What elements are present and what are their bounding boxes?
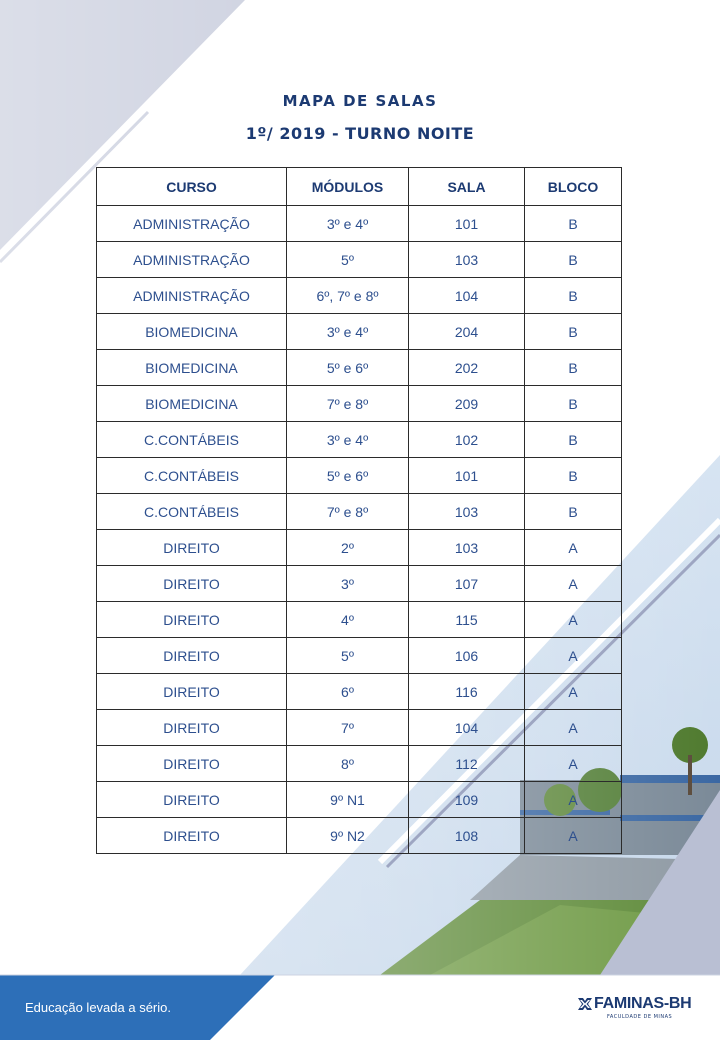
page-subtitle: 1º/ 2019 - TURNO NOITE xyxy=(245,124,475,143)
cell-modulos: 8º xyxy=(287,746,409,782)
cell-curso: DIREITO xyxy=(97,782,287,818)
cell-curso: DIREITO xyxy=(97,566,287,602)
table-row xyxy=(97,710,622,746)
cell-curso: C.CONTÁBEIS xyxy=(97,494,287,530)
cell-modulos: 7º e 8º xyxy=(287,386,409,422)
cell-bloco: B xyxy=(525,278,622,314)
page-title: MAPA DE SALAS xyxy=(282,92,438,110)
cell-curso: DIREITO xyxy=(97,602,287,638)
cell-curso: ADMINISTRAÇÃO xyxy=(97,278,287,314)
cell-curso: BIOMEDICINA xyxy=(97,350,287,386)
table-row xyxy=(97,422,622,458)
table-row xyxy=(97,782,622,818)
logo-mark-icon xyxy=(577,996,593,1012)
cell-curso: DIREITO xyxy=(97,818,287,854)
cell-curso: DIREITO xyxy=(97,710,287,746)
cell-bloco: A xyxy=(525,602,622,638)
column-header-sala: SALA xyxy=(409,168,525,206)
cell-curso: DIREITO xyxy=(97,746,287,782)
cell-curso: ADMINISTRAÇÃO xyxy=(97,206,287,242)
logo-subtitle: FACULDADE DE MINAS xyxy=(607,1014,673,1020)
cell-bloco: A xyxy=(525,818,622,854)
table-row xyxy=(97,206,622,242)
footer-slogan: Educação levada a sério. xyxy=(25,1000,171,1015)
cell-bloco: A xyxy=(525,530,622,566)
column-header-curso: CURSO xyxy=(97,168,287,206)
cell-bloco: A xyxy=(525,638,622,674)
cell-bloco: B xyxy=(525,494,622,530)
table-row xyxy=(97,638,622,674)
cell-curso: BIOMEDICINA xyxy=(97,314,287,350)
cell-sala: 103 xyxy=(409,242,525,278)
cell-curso: ADMINISTRAÇÃO xyxy=(97,242,287,278)
cell-sala: 104 xyxy=(409,710,525,746)
cell-sala: 101 xyxy=(409,458,525,494)
cell-bloco: A xyxy=(525,566,622,602)
cell-sala: 109 xyxy=(409,782,525,818)
cell-modulos: 5º xyxy=(287,242,409,278)
cell-curso: BIOMEDICINA xyxy=(97,386,287,422)
cell-curso: C.CONTÁBEIS xyxy=(97,458,287,494)
cell-sala: 107 xyxy=(409,566,525,602)
cell-sala: 102 xyxy=(409,422,525,458)
faminas-logo xyxy=(577,995,692,1019)
cell-modulos: 3º e 4º xyxy=(287,422,409,458)
cell-bloco: A xyxy=(525,710,622,746)
table-row xyxy=(97,242,622,278)
column-header-bloco: BLOCO xyxy=(525,168,622,206)
cell-modulos: 5º e 6º xyxy=(287,458,409,494)
table-row xyxy=(97,314,622,350)
table-row xyxy=(97,566,622,602)
cell-modulos: 7º xyxy=(287,710,409,746)
cell-bloco: A xyxy=(525,782,622,818)
cell-sala: 115 xyxy=(409,602,525,638)
cell-sala: 103 xyxy=(409,530,525,566)
cell-curso: DIREITO xyxy=(97,674,287,710)
table-row xyxy=(97,674,622,710)
cell-curso: DIREITO xyxy=(97,530,287,566)
table-row xyxy=(97,386,622,422)
logo-name: FAMINAS-BH xyxy=(594,995,692,1012)
cell-modulos: 9º N1 xyxy=(287,782,409,818)
cell-bloco: B xyxy=(525,422,622,458)
cell-sala: 101 xyxy=(409,206,525,242)
table-row xyxy=(97,458,622,494)
cell-bloco: B xyxy=(525,350,622,386)
column-header-modulos: MÓDULOS xyxy=(287,168,409,206)
cell-sala: 108 xyxy=(409,818,525,854)
cell-sala: 202 xyxy=(409,350,525,386)
cell-bloco: B xyxy=(525,386,622,422)
cell-modulos: 6º xyxy=(287,674,409,710)
cell-bloco: B xyxy=(525,206,622,242)
cell-curso: C.CONTÁBEIS xyxy=(97,422,287,458)
cell-bloco: B xyxy=(525,242,622,278)
cell-sala: 116 xyxy=(409,674,525,710)
cell-curso: DIREITO xyxy=(97,638,287,674)
table-row xyxy=(97,530,622,566)
cell-modulos: 5º xyxy=(287,638,409,674)
cell-bloco: A xyxy=(525,746,622,782)
cell-modulos: 7º e 8º xyxy=(287,494,409,530)
table-row xyxy=(97,350,622,386)
cell-modulos: 9º N2 xyxy=(287,818,409,854)
cell-sala: 106 xyxy=(409,638,525,674)
cell-bloco: B xyxy=(525,458,622,494)
room-map-table xyxy=(96,167,622,854)
table-header-row xyxy=(97,168,622,206)
cell-sala: 104 xyxy=(409,278,525,314)
cell-modulos: 4º xyxy=(287,602,409,638)
table-row xyxy=(97,278,622,314)
cell-bloco: A xyxy=(525,674,622,710)
table-row xyxy=(97,818,622,854)
table-row xyxy=(97,602,622,638)
cell-modulos: 2º xyxy=(287,530,409,566)
cell-sala: 103 xyxy=(409,494,525,530)
table-row xyxy=(97,494,622,530)
cell-modulos: 5º e 6º xyxy=(287,350,409,386)
cell-modulos: 6º, 7º e 8º xyxy=(287,278,409,314)
cell-modulos: 3º e 4º xyxy=(287,314,409,350)
cell-sala: 209 xyxy=(409,386,525,422)
cell-modulos: 3º e 4º xyxy=(287,206,409,242)
table-row xyxy=(97,746,622,782)
cell-bloco: B xyxy=(525,314,622,350)
cell-modulos: 3º xyxy=(287,566,409,602)
cell-sala: 204 xyxy=(409,314,525,350)
cell-sala: 112 xyxy=(409,746,525,782)
